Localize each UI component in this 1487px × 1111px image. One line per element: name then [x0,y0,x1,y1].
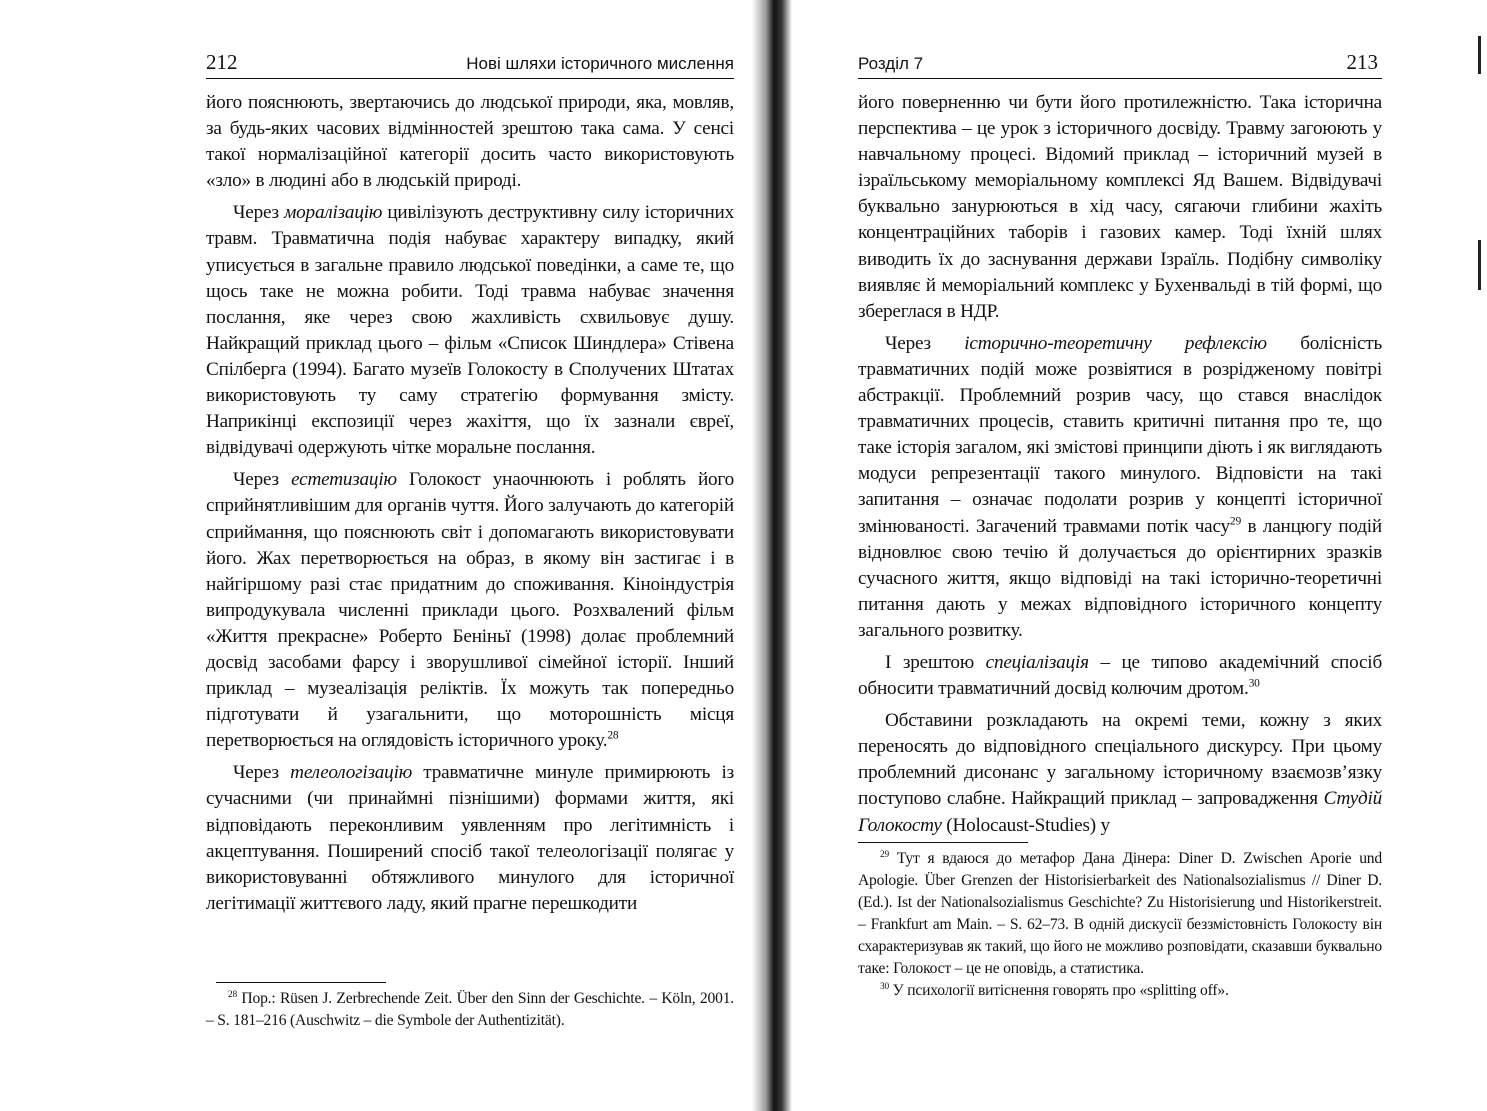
paragraph: Через естетизацію Голокост унаочнюють і роблять його сприйнятливішим для органів чуття. Його залучають до категорій сприймання, що пояснюють світ і допомагають використовувати його. Жах перетворюється на образ, в якому він застигає і в найгіршому разі стає придатним до споживання. Кіноіндустрія випродукувала численні приклади цього. Розхвалений фільм «Життя прекрасне» Роберто Беніньї (1998) долає проблемний досвід засобами фарсу і зворушливої сімейної історії. Інший приклад – музеалізація реліктів. Їх можуть так попередньо підготувати й узагальнити, що моторошність місця перетворюється на оглядовість історичного уроку.$^{28}$ [206,469,734,752]
scan-mark [1478,36,1481,74]
footnote-ref: 28 [607,729,619,742]
paragraph: Через історично-теоретичну рефлексію болісність травматичних подій може розвіятися в розрідженому повітрі абстракції. Проблемний розрив часу, що стався внаслідок травматичних процесів, ставить критичні питання про те, що таке історія загалом, які змістові принципи діють і як виглядають модуси репрезентації такого минулого. Відповісти на такі запитання – означає подолати розрив у концепті історичної змінюваності. Загачений травмами потік часу$^{29}$ в ланцюгу подій відновлює свою течію й долучається до орієнтирних зразків сучасного життя, якщо відповіді на такі історично-теоретичні питання дають у межах відповідного історичного концепту загального розвитку. [858,332,1382,641]
paragraph: Обставини розкладають на окремі теми, кожну з яких переносять до відповідного спеціального дискурсу. При цьому проблемний дисонанс у загальному історичному взаємозв’язку поступово слабне. Найкращий приклад – запровадження Студій Голокосту (Holocaust-Studies) у [858,710,1382,836]
page-number: 213 [1346,50,1378,74]
scan-mark [1478,240,1481,290]
footnote-ref: 29 [1229,515,1242,528]
emphasis: спеціалізація [985,651,1089,673]
emphasis: історично-теоретичну рефлексію [964,332,1267,354]
paragraph: його поверненню чи бути його протилежністю. Така історична перспектива – це урок з історичного досвіду. Травму загоюють у навчальному процесі. Відомий приклад – історичний музей в ізраїльському меморіальному комплексі Яд Вашем. Відвідувачі буквально занурюються в хід часу, сягаючи глибини жахіть концентраційних таборів і газових камер. Тоді їхній шлях виводить їх до заснування держави Ізраїль. Подібну символіку виявляє й меморіальний комплекс у Бухенвальді в тій формі, що збереглася в НДР. [858,92,1382,322]
footnote: $^{29}$ Тут я вдаюся до метафор Дана Дінера: Diner D. Zwischen Aporie und Apologie. Über Grenzen der Historisierbarkeit des Nationalsozialismus // Diner D. (Ed.). Ist der Nationalsozialismus Geschichte? Zu Historisierung und Historikerstreit. – Frankfurt am Main. – S. 62–73. В одній дискусії беззмістовність Голокосту він схарактеризував як такий, що його не можливо розповідати, сказавши буквально таке: Голокост – це не оповідь, а статистика. [858,849,1382,977]
right-page [858,0,1382,1111]
footnote-rule [216,982,386,983]
footnotes [858,848,1382,1002]
footnotes [206,988,734,1032]
paragraph: Через телеологізацію травматичне минуле примирюють із сучасними (чи принаймні пізнішими) формами життя, які відповідають переконливим уявленням про легітимність і акцептування. Поширений спосіб такої телеологізації полягає у використовуванні обтяжливого минулого для історичної легітимації життєвого ладу, який прагне перешкодити [206,762,734,914]
right-page-header [858,46,1382,79]
paragraph: його пояснюють, звертаючись до людської природи, яка, мовляв, за будь-яких часових відмінностей зрештою така сама. У сенсі такої нормалізаційної категорії досить часто використовують «зло» в людині або в людській природі. [206,92,734,192]
page-number: 212 [206,50,238,74]
running-title: Нові шляхи історичного мислення [466,54,734,73]
footnote: $^{28}$ Пор.: Rüsen J. Zerbrechende Zeit. Über den Sinn der Geschichte. – Köln, 2001. – S. 181–216 (Auschwitz – die Symbole der Authentizität). [206,989,734,1029]
emphasis: Студій Голокосту [858,788,1382,836]
emphasis: моралізацію [284,202,383,224]
left-page-body [206,90,734,917]
right-page-body [858,90,1382,839]
running-title: Розділ 7 [858,54,924,73]
left-page [206,0,734,1111]
book-spine [752,0,792,1111]
footnote-ref: 30 [1248,677,1260,690]
emphasis: телеологізацію [290,762,413,784]
paragraph: Через моралізацію цивілізують деструктивну силу історичних травм. Травматична подія набуває характеру випадку, який уписується в загальне правило людської поведінки, а саме те, що щось таке не можна робити. Тоді травма набуває значення послання, яке через свою жахливість схвильовує душу. Найкращий приклад цього – фільм «Список Шиндлера» Стівена Спілберга (1994). Багато музеїв Голокосту в Сполучених Штатах використовують ту саму стратегію формування змісту. Наприкінці експозиції через жахіття, що їх зазнали євреї, відвідувачі одержують чітке моральне послання. [206,202,734,459]
footnote-rule [858,842,1028,843]
left-page-header [206,46,734,79]
footnote: $^{30}$ У психології витіснення говорять про «splitting off». [880,981,1229,999]
paragraph: І зрештою спеціалізація – це типово академічний спосіб обносити травматичний досвід колючим дротом.$^{30}$ [858,651,1383,700]
emphasis: естетизацію [291,469,397,491]
